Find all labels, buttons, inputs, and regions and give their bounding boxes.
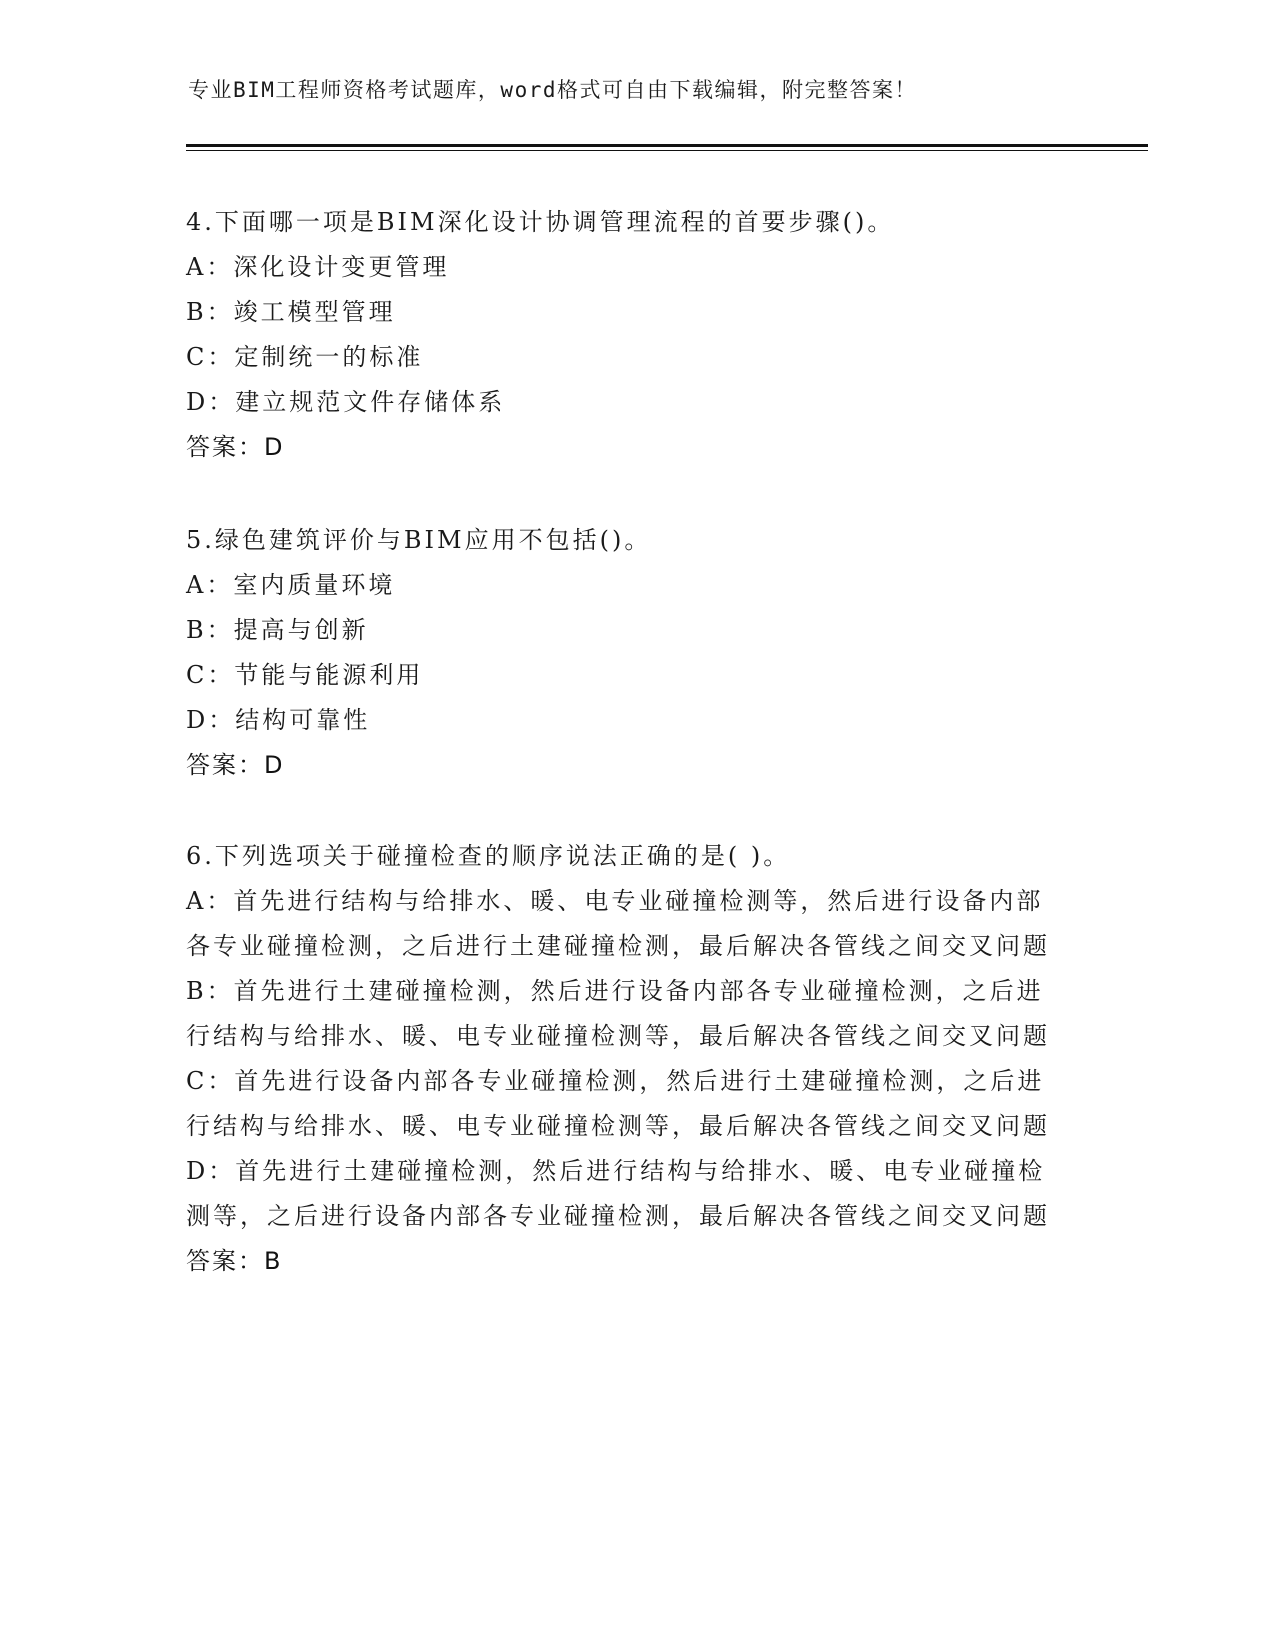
question-stem: 5.绿色建筑评价与BIM应用不包括()。 <box>186 526 652 554</box>
question-6 <box>186 834 1066 1284</box>
option-d: D：结构可靠性 <box>186 706 371 734</box>
answer-line: 答案：D <box>186 433 285 461</box>
question-5 <box>186 518 1066 788</box>
option-d: D：首先进行土建碰撞检测，然后进行结构与给排水、暖、电专业碰撞检测等，之后进行设备内部各专业碰撞检测，最后解决各管线之间交叉问题 <box>186 1157 1050 1230</box>
option-a: A：首先进行结构与给排水、暖、电专业碰撞检测等，然后进行设备内部各专业碰撞检测，之后进行土建碰撞检测，最后解决各管线之间交叉问题 <box>186 887 1050 960</box>
option-c: C：定制统一的标准 <box>186 343 424 371</box>
option-a: A：室内质量环境 <box>186 571 396 599</box>
option-d: D：建立规范文件存储体系 <box>186 388 506 416</box>
question-stem: 6.下列选项关于碰撞检查的顺序说法正确的是( )。 <box>186 842 791 870</box>
option-b: B：竣工模型管理 <box>186 298 396 326</box>
question-stem: 4.下面哪一项是BIM深化设计协调管理流程的首要步骤()。 <box>186 208 895 236</box>
header-divider-thick <box>186 144 1148 147</box>
question-4 <box>186 200 1066 470</box>
option-b: B：首先进行土建碰撞检测，然后进行设备内部各专业碰撞检测，之后进行结构与给排水、暖、电专业碰撞检测等，最后解决各管线之间交叉问题 <box>186 977 1050 1050</box>
option-c: C：首先进行设备内部各专业碰撞检测，然后进行土建碰撞检测，之后进行结构与给排水、暖、电专业碰撞检测等，最后解决各管线之间交叉问题 <box>186 1067 1050 1140</box>
page-header: 专业BIM工程师资格考试题库，word格式可自由下载编辑，附完整答案！ <box>188 78 917 102</box>
answer-line: 答案：B <box>186 1247 283 1275</box>
option-c: C：节能与能源利用 <box>186 661 424 689</box>
option-b: B：提高与创新 <box>186 616 369 644</box>
option-a: A：深化设计变更管理 <box>186 253 450 281</box>
answer-line: 答案：D <box>186 751 285 779</box>
header-divider-thin <box>186 150 1148 151</box>
